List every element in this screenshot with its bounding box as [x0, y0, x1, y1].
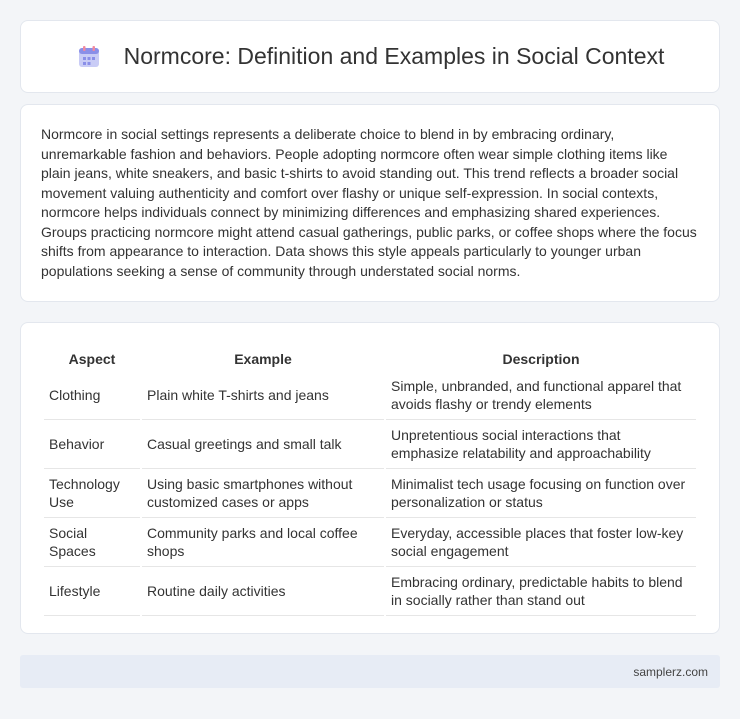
calendar-icon — [76, 44, 102, 70]
footer — [20, 655, 720, 688]
header-example: Example — [234, 351, 292, 367]
table-row — [44, 420, 696, 469]
cell-description: Minimalist tech usage focusing on function over personalization or status — [386, 469, 696, 518]
cell-aspect: Social Spaces — [44, 518, 140, 567]
header-description: Description — [502, 351, 580, 367]
header-aspect: Aspect — [68, 351, 116, 367]
page-title: Normcore: Definition and Examples in Social Context — [123, 43, 665, 69]
cell-example: Plain white T-shirts and jeans — [142, 371, 384, 420]
table-row — [44, 469, 696, 518]
normcore-table — [42, 341, 698, 616]
cell-example: Using basic smartphones without customized cases or apps — [142, 469, 384, 518]
cell-example: Community parks and local coffee shops — [142, 518, 384, 567]
cell-description: Simple, unbranded, and functional apparel that avoids flashy or trendy elements — [386, 371, 696, 420]
cell-example: Casual greetings and small talk — [142, 420, 384, 469]
table-card — [20, 322, 720, 634]
table-row — [44, 567, 696, 616]
table-row — [44, 371, 696, 420]
intro-paragraph: Normcore in social settings represents a deliberate choice to blend in by embracing ordinary, unremarkable fashion and behaviors. People adopting normcore often wear simple clothing items like plain jeans, white sneakers, and basic t-shirts to avoid standing out. This trend reflects a broader social movement valuing authenticity and comfort over flashy or unique self-expression. In social contexts, normcore helps individuals connect by minimizing differences and emphasizing shared experiences. Groups practicing normcore might attend casual gatherings, public parks, or coffee shops where the focus shifts from appearance to interaction. Data shows this style appeals particularly to younger urban populations seeking a sense of community through understated social norms. — [41, 126, 697, 279]
cell-description: Embracing ordinary, predictable habits to blend in socially rather than stand out — [386, 567, 696, 616]
cell-aspect: Technology Use — [44, 469, 140, 518]
footer-source-link[interactable]: samplerz.com — [633, 664, 708, 679]
intro-card — [20, 104, 720, 302]
table-header-row — [44, 341, 696, 371]
cell-description: Unpretentious social interactions that emphasize relatability and approachability — [386, 420, 696, 469]
cell-aspect: Clothing — [44, 371, 140, 420]
cell-aspect: Lifestyle — [44, 567, 140, 616]
title-card — [20, 20, 720, 93]
table-row — [44, 518, 696, 567]
cell-aspect: Behavior — [44, 420, 140, 469]
cell-example: Routine daily activities — [142, 567, 384, 616]
cell-description: Everyday, accessible places that foster low-key social engagement — [386, 518, 696, 567]
